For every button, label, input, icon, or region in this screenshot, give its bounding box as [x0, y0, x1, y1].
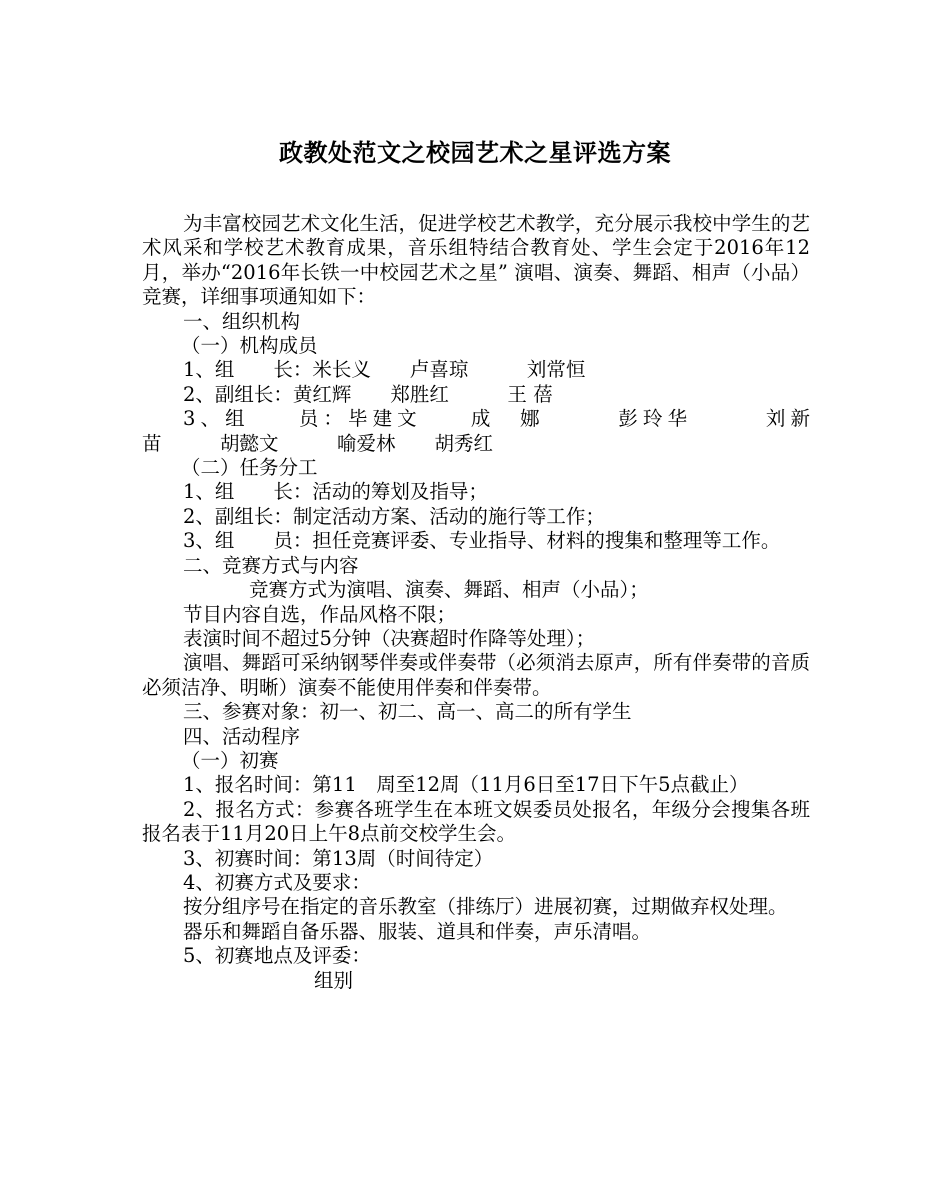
- task-line: 2、副组长：制定活动方案、活动的施行等工作；: [183, 504, 605, 528]
- task-line: 1、组 长：活动的筹划及指导；: [183, 480, 488, 504]
- section-heading: 二、竞赛方式与内容: [183, 553, 359, 577]
- content-line: 节目内容自选，作品风格不限；: [183, 602, 457, 626]
- content-line: 表演时间不超过5分钟（决赛超时作降等处理）；: [183, 626, 596, 650]
- section-heading: 四、活动程序: [183, 724, 301, 748]
- schedule-line: 5、初赛地点及评委：: [183, 944, 371, 968]
- subsection-heading: （二）任务分工: [181, 456, 318, 480]
- member-line: 3、组 员：毕建文 成 娜 彭玲华 刘新: [183, 407, 810, 431]
- subsection-heading: （一）机构成员: [181, 334, 318, 358]
- section-heading: 三、参赛对象：初一、初二、高一、高二的所有学生: [183, 700, 632, 724]
- member-line: 1、组 长：米长义 卢喜琼 刘常恒: [183, 358, 586, 382]
- member-line: 2、副组长：黄红辉 郑胜红 王 蓓: [183, 382, 553, 406]
- schedule-paragraph: 1、报名时间：第11 周至12周（11月6日至17日下午5点截止）: [183, 773, 749, 797]
- schedule-line: 3、初赛时间：第13周（时间待定）: [183, 846, 494, 870]
- task-line: 3、组 员：担任竞赛评委、专业指导、材料的搜集和整理等工作。: [183, 529, 781, 553]
- schedule-paragraph: 2、报名方式：参赛各班学生在本班文娱委员处报名，年级分会搜集各班报名表于11月20日上午8点前交校学生会。: [142, 797, 810, 846]
- content-line: 竞赛方式为演唱、演奏、舞蹈、相声（小品）；: [249, 578, 649, 602]
- content-paragraph: 演唱、舞蹈可采纳钢琴伴奏或伴奏带（必须消去原声，所有伴奏带的音质必须洁净、明晰）演奏不能使用伴奏和伴奏带。: [142, 651, 810, 699]
- section-heading: 一、组织机构: [183, 309, 301, 333]
- document-title: 政教处范文之校园艺术之星评选方案: [279, 138, 671, 167]
- intro-paragraph: 为丰富校园艺术文化生活，促进学校艺术教学，充分展示我校中学生的艺术风采和学校艺术教育成果，音乐组特结合教育处、学生会定于2016年12月，举办“2016年长铁一中校园艺术之星” 演唱、演奏、舞蹈、相声（小品）竞赛，详细事项通知如下：: [142, 212, 810, 309]
- requirement-paragraph: 按分组序号在指定的音乐教室（排练厅）进展初赛，过期做弃权处理。: [183, 895, 788, 919]
- member-line-continued: 苗 胡懿文 喻爱林 胡秀红: [142, 431, 494, 455]
- table-header-label: 组别: [314, 968, 354, 992]
- requirement-line: 器乐和舞蹈自备乐器、服装、道具和伴奏，声乐清唱。: [183, 919, 652, 943]
- document-body: [142, 212, 810, 993]
- schedule-line: 4、初赛方式及要求：: [183, 870, 371, 894]
- subsection-heading: （一）初赛: [181, 748, 279, 772]
